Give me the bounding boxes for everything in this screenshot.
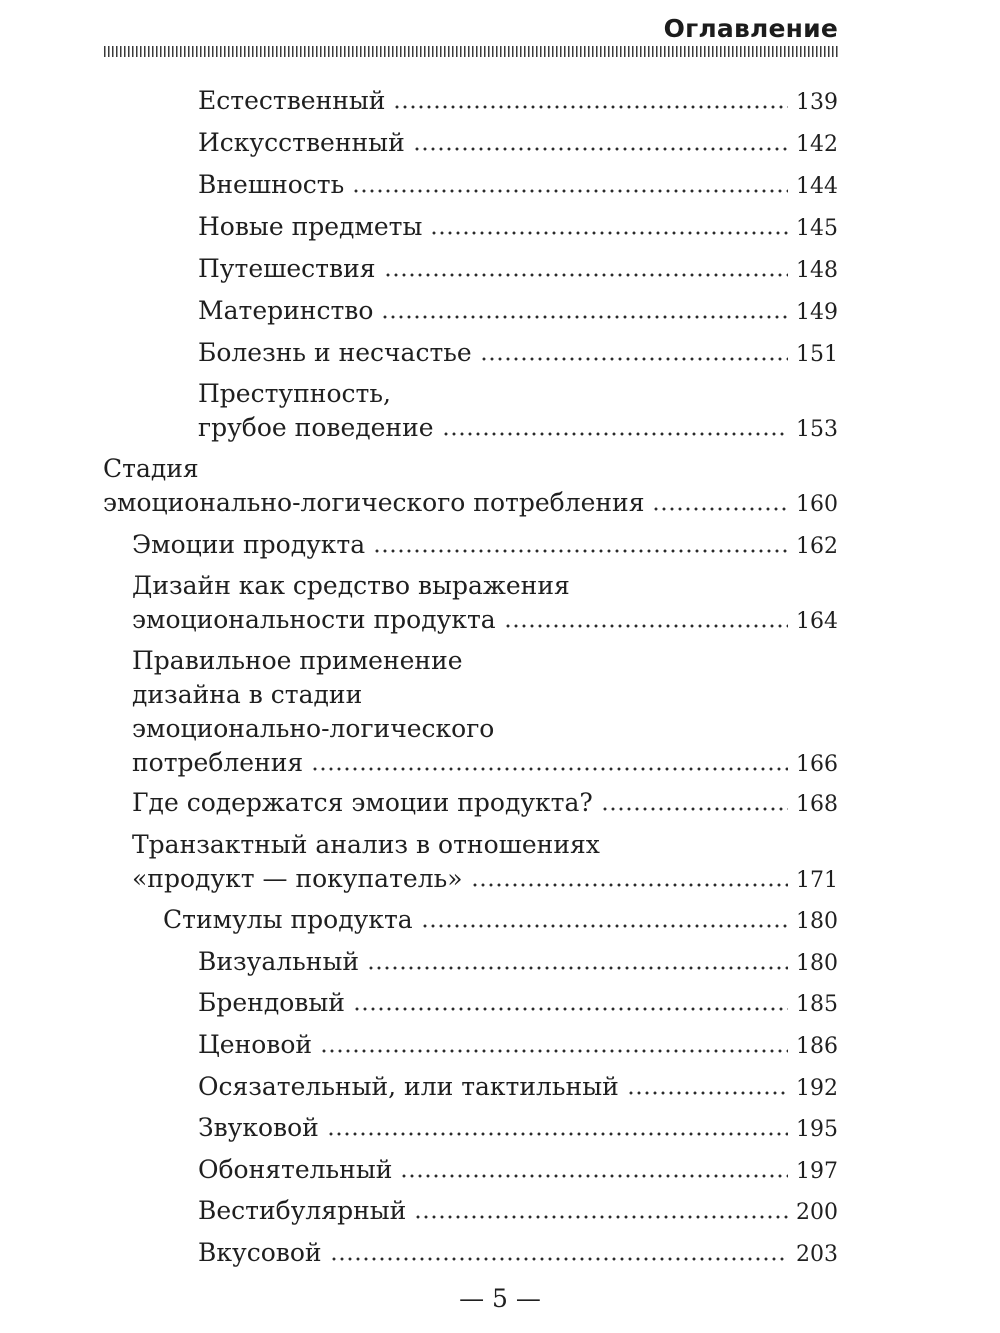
- toc-entry: [198, 294, 838, 330]
- toc-entry-title: Вкусовой: [198, 1238, 322, 1267]
- toc-entry: [198, 168, 838, 204]
- toc-entry-title: Внешность: [198, 170, 345, 199]
- toc-entry-title: Ценовой: [198, 1030, 313, 1059]
- dot-leader: [327, 1132, 788, 1136]
- dot-leader: [352, 189, 788, 193]
- toc-page-number: 200: [796, 1200, 838, 1225]
- toc-entry: [198, 1194, 838, 1230]
- page-number-footer: — 5 —: [459, 1284, 541, 1313]
- dot-leader: [413, 147, 788, 151]
- toc-entry-title-line: эмоционально-логического: [132, 714, 495, 743]
- toc-page-number: 192: [796, 1076, 838, 1101]
- toc-entry-title-line: Транзактный анализ в отношениях: [132, 830, 600, 859]
- toc-entry-title: Материнство: [198, 296, 374, 325]
- toc-entry-title: Визуальный: [198, 947, 359, 976]
- toc-entry-title: Эмоции продукта: [132, 530, 366, 559]
- toc-entry: [198, 377, 838, 447]
- toc-entry: [198, 126, 838, 162]
- toc-entry: [198, 210, 838, 246]
- toc-page-number: 139: [796, 90, 838, 115]
- dot-leader: [367, 966, 788, 970]
- dot-leader: [627, 1091, 788, 1095]
- toc-page-number: 180: [796, 909, 838, 934]
- toc-entry-title-line: Стадия: [103, 454, 199, 483]
- toc-page-number: 153: [796, 417, 838, 442]
- dot-leader: [353, 1007, 788, 1011]
- toc-entry: [132, 528, 838, 564]
- toc-entry-title: грубое поведение: [198, 413, 434, 442]
- dot-leader: [471, 883, 789, 887]
- toc-entry-title: потребления: [132, 748, 304, 777]
- toc-entry-title: Осязательный, или тактильный: [198, 1072, 619, 1101]
- dot-leader: [430, 231, 788, 235]
- toc-entry: [198, 1070, 838, 1106]
- toc-page-number: 197: [796, 1159, 838, 1184]
- toc-page-number: 148: [796, 258, 838, 283]
- toc-page-number: 195: [796, 1117, 838, 1142]
- toc-entry: [198, 84, 838, 120]
- dot-leader: [414, 1215, 788, 1219]
- dot-leader: [381, 315, 788, 319]
- toc-page-number: 185: [796, 992, 838, 1017]
- toc-page-number: 203: [796, 1242, 838, 1267]
- toc-entry: [198, 945, 838, 981]
- toc-page-number: 144: [796, 174, 838, 199]
- dot-leader: [393, 105, 788, 109]
- toc-entry: [198, 1153, 838, 1189]
- toc-entry-title: Где содержатся эмоции продукта?: [132, 788, 593, 817]
- toc-entry-title: «продукт — покупатель»: [132, 864, 463, 893]
- dot-leader: [400, 1174, 788, 1178]
- toc-entry-title: Искусственный: [198, 128, 405, 157]
- toc-page-number: 151: [796, 342, 838, 367]
- dot-leader: [330, 1257, 788, 1261]
- toc-entry-title: эмоциональности продукта: [132, 605, 496, 634]
- dot-leader: [421, 924, 788, 928]
- toc-entry-title: Стимулы продукта: [163, 905, 413, 934]
- toc-entry: [198, 986, 838, 1022]
- toc-entry: [132, 644, 838, 782]
- toc-page-number: 145: [796, 216, 838, 241]
- toc-entry: [198, 1236, 838, 1272]
- toc-entry-title: Новые предметы: [198, 212, 423, 241]
- toc-page-number: 160: [796, 492, 838, 517]
- toc-entry-title-line: Правильное применение: [132, 646, 463, 675]
- dot-leader: [320, 1049, 788, 1053]
- toc-entry: [103, 452, 838, 522]
- dot-leader: [311, 767, 788, 771]
- running-header-title: Оглавление: [663, 14, 838, 43]
- toc-page-number: 166: [796, 752, 838, 777]
- toc-page-number: 180: [796, 951, 838, 976]
- toc-entry-title-line: Дизайн как средство выражения: [132, 571, 570, 600]
- toc-entry-title: Болезнь и несчастье: [198, 338, 472, 367]
- toc-entry-title: Путешествия: [198, 254, 376, 283]
- toc-page-number: 186: [796, 1034, 838, 1059]
- toc-page-number: 164: [796, 609, 838, 634]
- dot-leader: [442, 432, 788, 436]
- toc-entry: [198, 1111, 838, 1147]
- dot-leader: [384, 273, 788, 277]
- toc-entry: [132, 786, 838, 822]
- toc-entry-title: Естественный: [198, 86, 386, 115]
- toc-entry-title-line: дизайна в стадии: [132, 680, 363, 709]
- toc-entry-title-line: Преступность,: [198, 379, 391, 408]
- dot-leader: [601, 807, 788, 811]
- toc-entry-title: Вестибулярный: [198, 1196, 407, 1225]
- toc-page-number: 171: [796, 868, 838, 893]
- toc-entry-title: эмоционально-логического потребления: [103, 488, 645, 517]
- dot-leader: [480, 357, 788, 361]
- toc-entry: [198, 1028, 838, 1064]
- toc-entry: [198, 252, 838, 288]
- toc-page-number: 162: [796, 534, 838, 559]
- toc-page-number: 168: [796, 792, 838, 817]
- toc-page-number: 142: [796, 132, 838, 157]
- toc-entry: [132, 828, 838, 898]
- dot-leader: [504, 624, 788, 628]
- toc-entry: [198, 336, 838, 372]
- toc-entry-title: Звуковой: [198, 1113, 319, 1142]
- toc-entry: [163, 903, 838, 939]
- dot-leader: [373, 549, 788, 553]
- toc-entry-title: Брендовый: [198, 988, 345, 1017]
- toc-entry: [132, 569, 838, 639]
- toc-entry-title: Обонятельный: [198, 1155, 393, 1184]
- dot-leader: [652, 507, 788, 511]
- toc-page-number: 149: [796, 300, 838, 325]
